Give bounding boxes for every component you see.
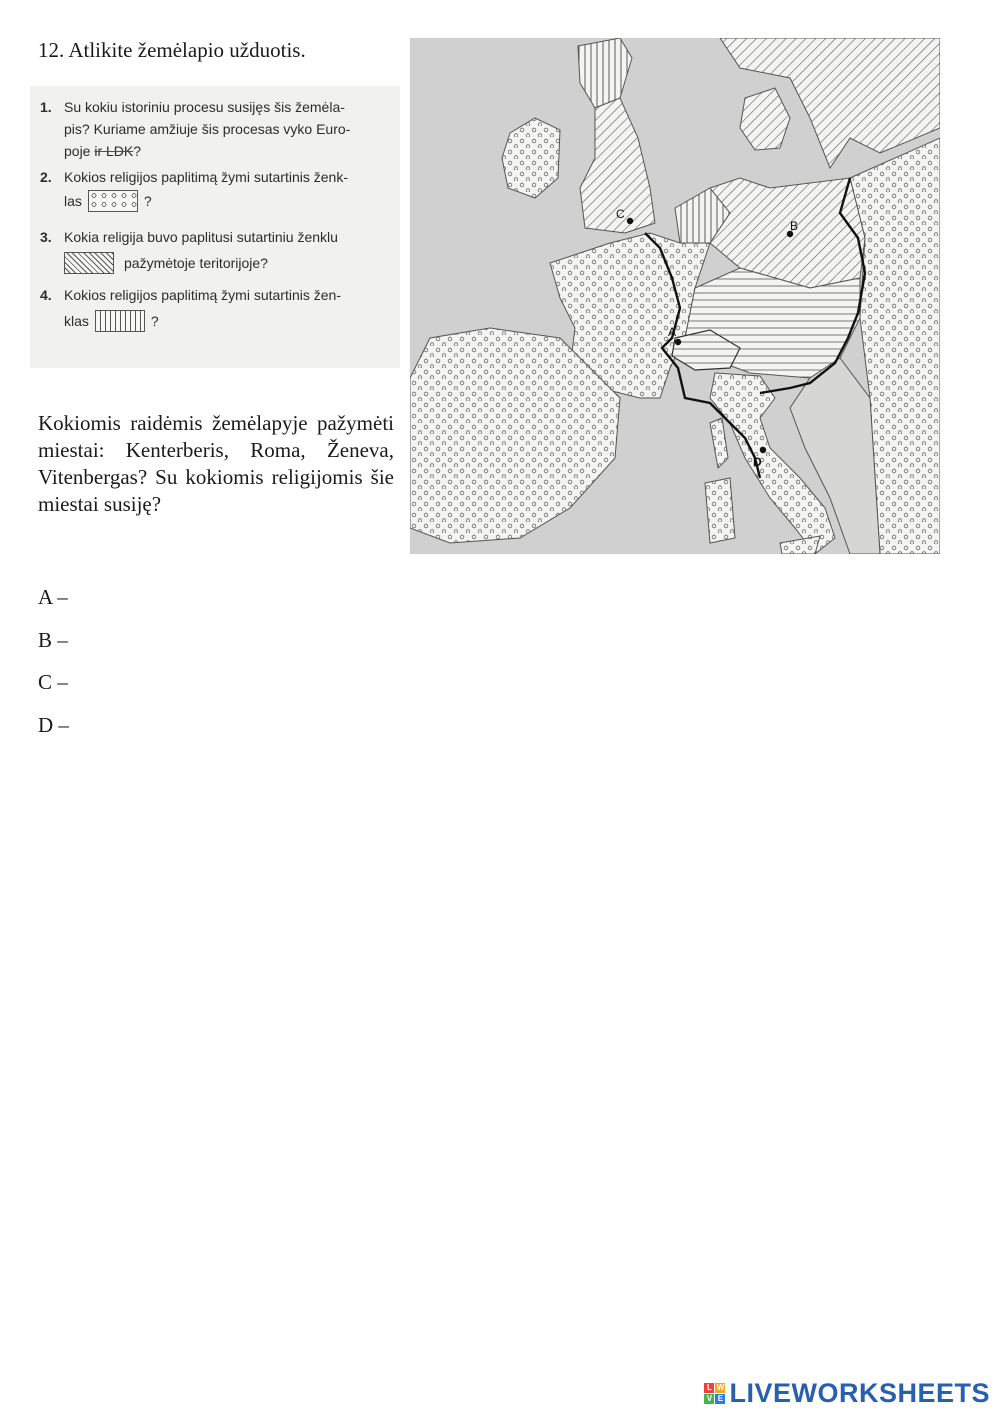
logo-icon-cell: L (704, 1383, 714, 1393)
city-label: A (668, 325, 677, 339)
question-text: Kokios religijos paplitimą žymi sutartinis ženk- (64, 169, 348, 185)
city-label: C (616, 207, 625, 221)
question-text: ? (150, 313, 159, 329)
logo-icon-cell: V (704, 1394, 714, 1404)
answer-line-b[interactable]: B – (38, 628, 68, 652)
crossed-out-text: ir LDK (94, 143, 134, 159)
question-text: pažymėtoje teritorijoje? (124, 255, 268, 271)
legend-dotted-symbol (88, 190, 138, 212)
question-text: Kokia religija buvo paplitusi sutartiniu ženklu (64, 229, 338, 245)
question-text: pis? Kuriame amžiuje šis procesas vyko Euro- (64, 121, 351, 137)
legend-vertical-symbol (95, 310, 145, 332)
exercise-title: 12. Atlikite žemėlapio užduotis. (38, 38, 306, 62)
question-number: 4. (40, 287, 52, 303)
question-text: ? (143, 193, 152, 209)
answer-line-c[interactable]: C – (38, 670, 68, 694)
question-text: poje ir LDK? (64, 143, 142, 159)
question-text: las (64, 193, 82, 209)
legend-diagonal-symbol (64, 252, 114, 274)
logo-icon (704, 1383, 725, 1404)
city-label: B (790, 219, 799, 233)
question-number: 1. (40, 99, 52, 115)
sardinia-island (705, 478, 735, 543)
city-label: D (753, 455, 762, 469)
liveworksheets-logo (704, 1378, 990, 1409)
logo-text: LIVEWORKSHEETS (729, 1378, 990, 1408)
question-text: Su kokiu istoriniu procesu susijęs šis žemėla- (64, 99, 345, 115)
europe-reformation-map (410, 38, 940, 554)
question-text: Kokios religijos paplitimą žymi sutartinis žen- (64, 287, 341, 303)
question-number: 2. (40, 169, 52, 185)
answer-line-a[interactable]: A – (38, 585, 68, 609)
question-text: klas (64, 313, 89, 329)
logo-icon-cell: E (715, 1394, 725, 1404)
logo-icon-cell: W (716, 1383, 725, 1392)
instruction-paragraph: Kokiomis raidėmis žemėlapyje pažymėti miestai: Kenterberis, Roma, Ženeva, Vitenbergas? Su kokiomis religijomis šie miestai susiję? (38, 411, 394, 516)
textbook-questions (30, 86, 400, 368)
question-number: 3. (40, 229, 52, 245)
answer-line-d[interactable]: D – (38, 713, 69, 737)
